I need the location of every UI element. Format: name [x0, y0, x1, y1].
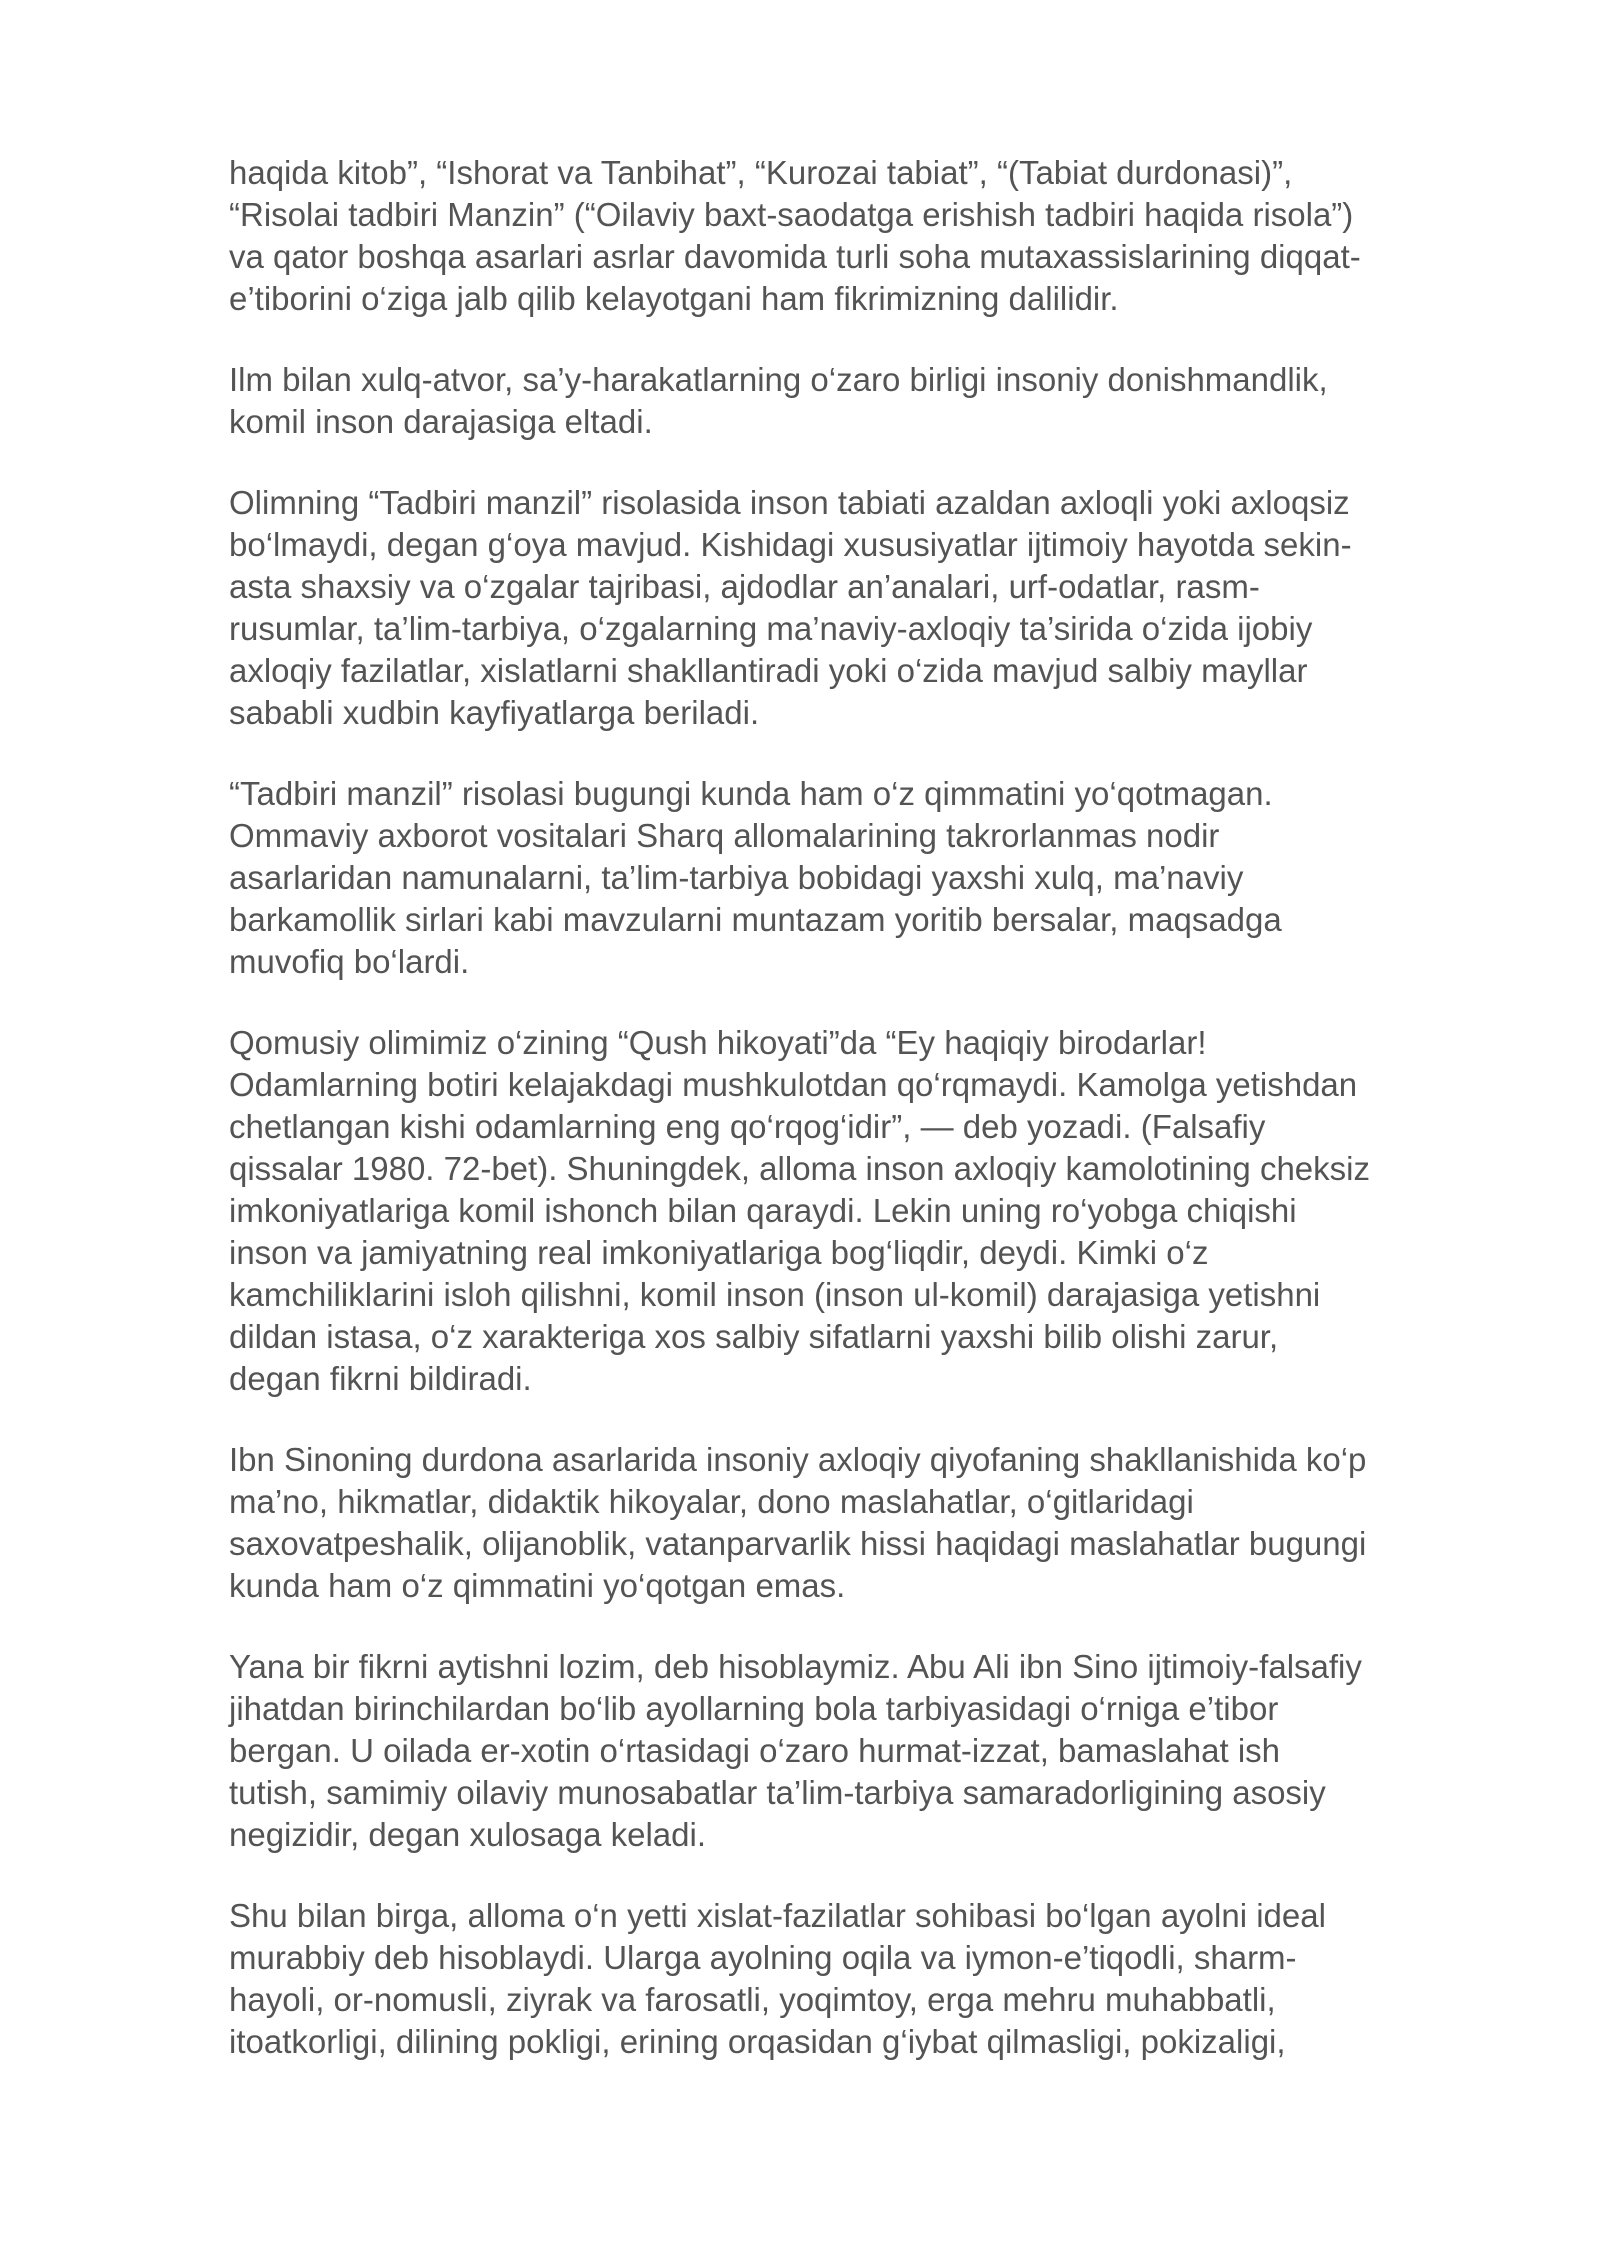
- text-line: muvofiq bo‘lardi.: [229, 943, 470, 980]
- text-line: “Tadbiri manzil” risolasi bugungi kunda ham o‘z qimmatini yo‘qotmagan.: [229, 775, 1273, 812]
- text-line: negizidir, degan xulosaga keladi.: [229, 1816, 707, 1853]
- text-line: asarlaridan namunalarni, ta’lim-tarbiya bobidagi yaxshi xulq, ma’naviy: [229, 859, 1244, 896]
- text-line: saxovatpeshalik, olijanoblik, vatanparvarlik hissi haqidagi maslahatlar bugungi: [229, 1525, 1367, 1562]
- text-line: Odamlarning botiri kelajakdagi mushkulotdan qo‘rqmaydi. Kamolga yetishdan: [229, 1066, 1358, 1103]
- text-line: rusumlar, ta’lim-tarbiya, o‘zgalarning ma’naviy-axloqiy ta’sirida o‘zida ijobiy: [229, 610, 1313, 647]
- text-line: asta shaxsiy va o‘zgalar tajribasi, ajdodlar an’analari, urf-odatlar, rasm-: [229, 568, 1260, 605]
- text-line: va qator boshqa asarlari asrlar davomida turli soha mutaxassislarining diqqat-: [229, 238, 1361, 275]
- text-line: Yana bir fikrni aytishni lozim, deb hisoblaymiz. Abu Ali ibn Sino ijtimoiy-falsafiy: [229, 1648, 1362, 1685]
- text-line: itoatkorligi, dilining pokligi, erining orqasidan g‘iybat qilmasligi, pokizaligi,: [229, 2023, 1286, 2060]
- text-line: barkamollik sirlari kabi mavzularni muntazam yoritib bersalar, maqsadga: [229, 901, 1282, 938]
- text-line: bergan. U oilada er-xotin o‘rtasidagi o‘zaro hurmat-izzat, bamaslahat ish: [229, 1732, 1281, 1769]
- text-line: Qomusiy olimimiz o‘zining “Qush hikoyati”da “Ey haqiqiy birodarlar!: [229, 1024, 1207, 1061]
- text-line: Shu bilan birga, alloma o‘n yetti xislat-fazilatlar sohibasi bo‘lgan ayolni ideal: [229, 1897, 1326, 1934]
- document-body: [229, 152, 1489, 2102]
- text-line: degan fikrni bildiradi.: [229, 1360, 532, 1397]
- text-line: Ibn Sinoning durdona asarlarida insoniy axloqiy qiyofaning shakllanishida ko‘p: [229, 1441, 1367, 1478]
- text-line: kamchiliklarini isloh qilishni, komil inson (inson ul-komil) darajasiga yetishni: [229, 1276, 1321, 1313]
- text-line: murabbiy deb hisoblaydi. Ularga ayolning oqila va iymon-e’tiqodli, sharm-: [229, 1939, 1297, 1976]
- paragraph-7: [229, 1646, 1489, 1856]
- paragraph-3: [229, 482, 1489, 734]
- text-line: kunda ham o‘z qimmatini yo‘qotgan emas.: [229, 1567, 846, 1604]
- text-line: sababli xudbin kayfiyatlarga beriladi.: [229, 694, 760, 731]
- text-line: hayoli, or-nomusli, ziyrak va farosatli, yoqimtoy, erga mehru muhabbatli,: [229, 1981, 1276, 2018]
- text-line: “Risolai tadbiri Manzin” (“Oilaviy baxt-saodatga erishish tadbiri haqida risola”): [229, 196, 1354, 233]
- text-line: jihatdan birinchilardan bo‘lib ayollarning bola tarbiyasidagi o‘rniga e’tibor: [229, 1690, 1279, 1727]
- text-line: inson va jamiyatning real imkoniyatlariga bog‘liqdir, deydi. Kimki o‘z: [229, 1234, 1209, 1271]
- text-line: tutish, samimiy oilaviy munosabatlar ta’lim-tarbiya samaradorligining asosiy: [229, 1774, 1326, 1811]
- paragraph-4: [229, 773, 1489, 983]
- text-line: bo‘lmaydi, degan g‘oya mavjud. Kishidagi xususiyatlar ijtimoiy hayotda sekin-: [229, 526, 1352, 563]
- text-line: dildan istasa, o‘z xarakteriga xos salbiy sifatlarni yaxshi bilib olishi zarur,: [229, 1318, 1279, 1355]
- paragraph-2: [229, 359, 1489, 443]
- text-line: imkoniyatlariga komil ishonch bilan qaraydi. Lekin uning ro‘yobga chiqishi: [229, 1192, 1297, 1229]
- text-line: komil inson darajasiga eltadi.: [229, 403, 653, 440]
- paragraph-5: [229, 1022, 1489, 1400]
- text-line: Ilm bilan xulq-atvor, sa’y-harakatlarning o‘zaro birligi insoniy donishmandlik,: [229, 361, 1328, 398]
- text-line: e’tiborini o‘ziga jalb qilib kelayotgani ham fikrimizning dalilidir.: [229, 280, 1119, 317]
- text-line: ma’no, hikmatlar, didaktik hikoyalar, dono maslahatlar, o‘gitlaridagi: [229, 1483, 1194, 1520]
- text-line: axloqiy fazilatlar, xislatlarni shakllantiradi yoki o‘zida mavjud salbiy mayllar: [229, 652, 1308, 689]
- paragraph-1: [229, 152, 1489, 320]
- text-line: Olimning “Tadbiri manzil” risolasida inson tabiati azaldan axloqli yoki axloqsiz: [229, 484, 1350, 521]
- text-line: chetlangan kishi odamlarning eng qo‘rqog‘idir”, — deb yozadi. (Falsafiy: [229, 1108, 1266, 1145]
- text-line: Ommaviy axborot vositalari Sharq allomalarining takrorlanmas nodir: [229, 817, 1220, 854]
- paragraph-6: [229, 1439, 1489, 1607]
- text-line: qissalar 1980. 72-bet). Shuningdek, alloma inson axloqiy kamolotining cheksiz: [229, 1150, 1370, 1187]
- paragraph-8: [229, 1895, 1489, 2063]
- text-line: haqida kitob”, “Ishorat va Tanbihat”, “Kurozai tabiat”, “(Tabiat durdonasi)”,: [229, 154, 1293, 191]
